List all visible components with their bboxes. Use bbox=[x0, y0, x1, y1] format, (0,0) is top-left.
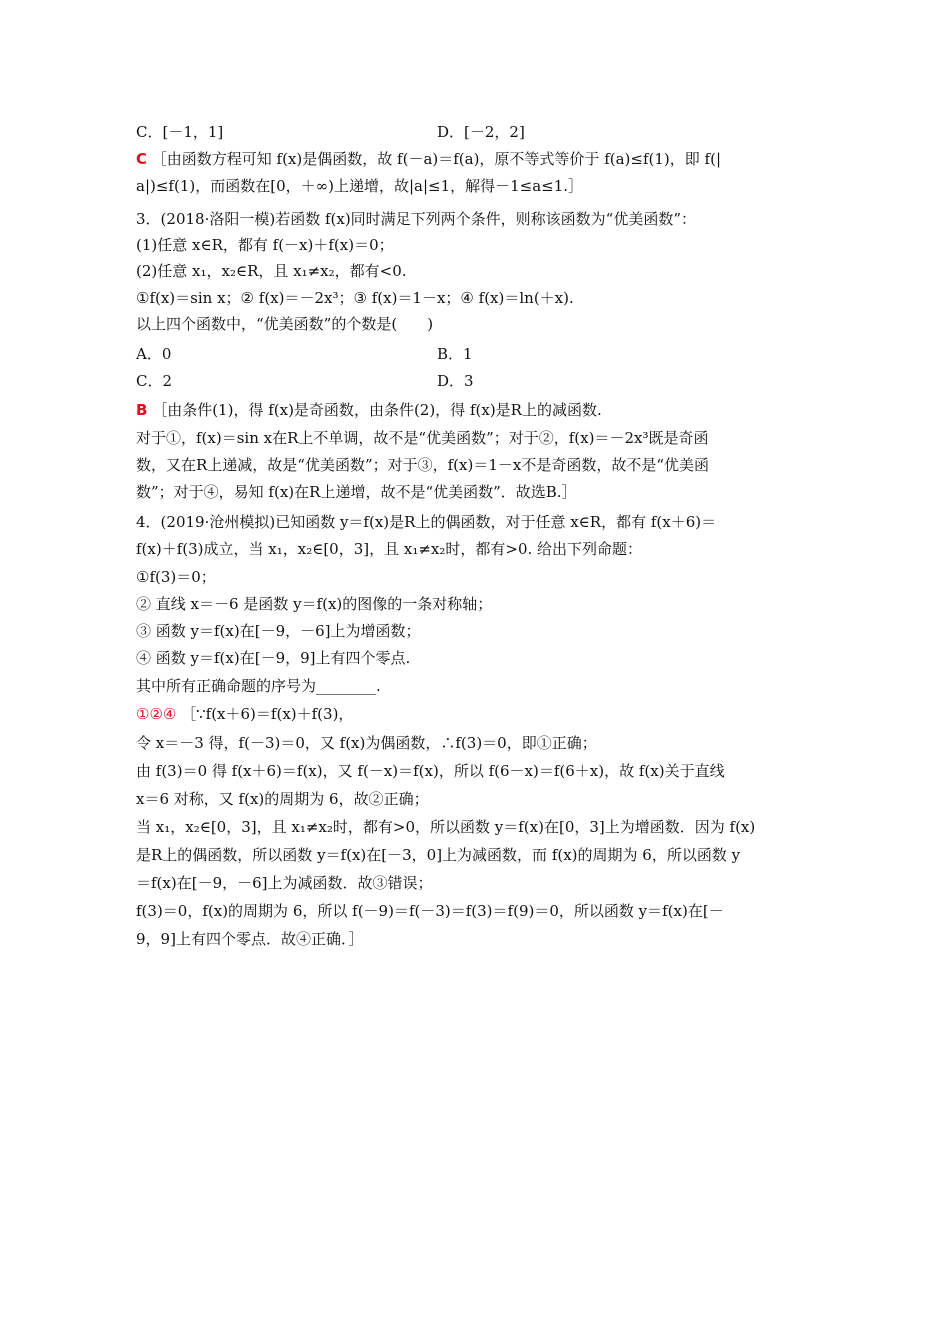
q3-answer-line-1 bbox=[136, 400, 602, 420]
q4-answer-line-5: 当 x₁，x₂∈[0，3]，且 x₁≠x₂时，都有>0，所以函数 y＝f(x)在[0，3]上为增函数．因为 f(x) bbox=[136, 818, 756, 836]
q3-answer-letter: B bbox=[136, 401, 148, 419]
q4-answer-line-1 bbox=[136, 704, 353, 724]
q4-proposition-2: ② 直线 x＝－6 是函数 y＝f(x)的图像的一条对称轴； bbox=[136, 595, 493, 613]
q4-answer-line-2: 令 x＝－3 得，f(－3)＝0，又 f(x)为偶函数，∴f(3)＝0，即①正确； bbox=[136, 734, 597, 752]
q3-option-a: A．0 bbox=[136, 345, 172, 363]
q2-option-c: C．[－1，1] bbox=[136, 123, 224, 141]
q3-answer-line-2: 对于①，f(x)＝sin x在R上不单调，故不是“优美函数”；对于②，f(x)＝－2x³既是奇函 bbox=[136, 429, 709, 447]
q4-answer-line-6: 是R上的偶函数，所以函数 y＝f(x)在[－3，0]上为减函数，而 f(x)的周期为 6，所以函数 y bbox=[136, 846, 741, 864]
q4-answer-text-1: ［∵f(x＋6)＝f(x)＋f(3)， bbox=[176, 705, 354, 723]
q2-option-d: D．[－2，2] bbox=[437, 123, 525, 141]
q2-answer-letter: C bbox=[136, 150, 148, 168]
q3-question: 以上四个函数中，“优美函数”的个数是( ) bbox=[136, 315, 434, 333]
q4-answer-line-9: 9，9]上有四个零点．故④正确．］ bbox=[136, 930, 364, 948]
q3-answer-line-3: 数，又在R上递减，故是“优美函数”；对于③，f(x)＝1－x不是奇函数，故不是“优美函 bbox=[136, 456, 710, 474]
q4-answer-line-7: ＝f(x)在[－9，－6]上为减函数．故③错误； bbox=[136, 874, 433, 892]
q2-answer-line-1 bbox=[136, 149, 721, 169]
q3-answer-text-1: ［由条件(1)，得 f(x)是奇函数，由条件(2)，得 f(x)是R上的减函数. bbox=[147, 401, 602, 419]
q4-proposition-1: ①f(3)＝0； bbox=[136, 568, 216, 586]
q3-option-c: C．2 bbox=[136, 372, 173, 390]
q2-answer-text-1: ［由函数方程可知 f(x)是偶函数，故 f(－a)＝f(a)，原不等式等价于 f(a)≤f(1)，即 f(| bbox=[147, 150, 721, 168]
q3-option-b: B．1 bbox=[437, 345, 473, 363]
q3-option-d: D．3 bbox=[437, 372, 474, 390]
q4-question: 其中所有正确命题的序号为________. bbox=[136, 677, 381, 695]
q4-stem-line-1: 4．(2019·沧州模拟)已知函数 y＝f(x)是R上的偶函数，对于任意 x∈R，都有 f(x＋6)＝ bbox=[136, 513, 717, 531]
q4-answer-line-3: 由 f(3)＝0 得 f(x＋6)＝f(x)，又 f(－x)＝f(x)，所以 f(6－x)＝f(6＋x)，故 f(x)关于直线 bbox=[136, 762, 725, 780]
q4-answer-line-4: x＝6 对称，又 f(x)的周期为 6，故②正确； bbox=[136, 790, 429, 808]
q4-answer-line-8: f(3)＝0，f(x)的周期为 6，所以 f(－9)＝f(－3)＝f(3)＝f(9)＝0，所以函数 y＝f(x)在[－ bbox=[136, 902, 724, 920]
q3-functions: ①f(x)＝sin x；② f(x)＝－2x³；③ f(x)＝1－x；④ f(x)＝ln(＋x). bbox=[136, 289, 574, 307]
q3-answer-line-4: 数”；对于④，易知 f(x)在R上递增，故不是“优美函数”．故选B.］ bbox=[136, 483, 577, 501]
q4-answer-mark: ①②④ bbox=[136, 705, 177, 723]
q2-answer-line-2: a|)≤f(1)，而函数在[0，＋∞)上递增，故|a|≤1，解得－1≤a≤1.］ bbox=[136, 177, 584, 195]
q3-condition-1: (1)任意 x∈R，都有 f(－x)＋f(x)＝0； bbox=[136, 236, 394, 254]
q3-condition-2: (2)任意 x₁，x₂∈R，且 x₁≠x₂，都有<0. bbox=[136, 262, 407, 280]
q4-stem-line-2: f(x)＋f(3)成立，当 x₁，x₂∈[0，3]，且 x₁≠x₂时，都有>0. 给出下列命题： bbox=[136, 540, 643, 558]
q4-proposition-4: ④ 函数 y＝f(x)在[－9，9]上有四个零点. bbox=[136, 649, 411, 667]
q3-stem: 3．(2018·洛阳一模)若函数 f(x)同时满足下列两个条件，则称该函数为“优美函数”： bbox=[136, 210, 697, 228]
q4-proposition-3: ③ 函数 y＝f(x)在[－9，－6]上为增函数； bbox=[136, 622, 421, 640]
